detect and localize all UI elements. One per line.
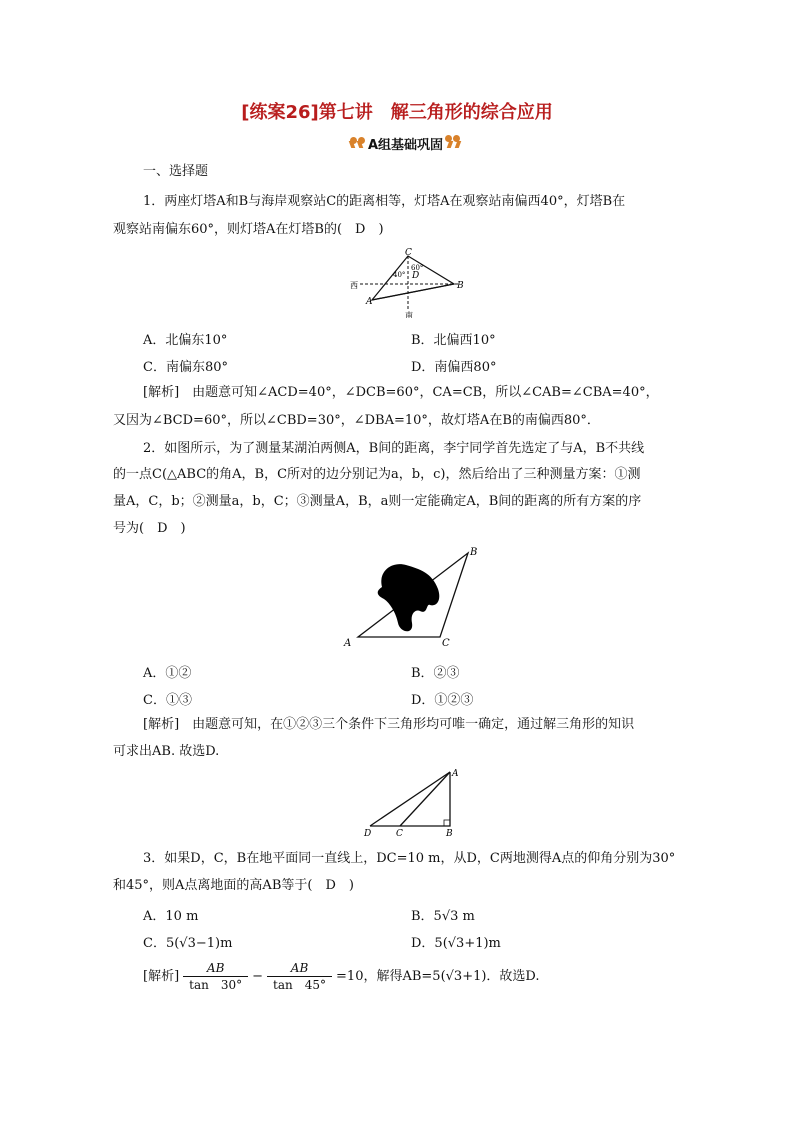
- q1-fig-label-c: C: [405, 248, 412, 258]
- q2-solution-line2: 可求出AB. 故选D.: [113, 744, 220, 759]
- q2-option-d: D．①②③: [411, 693, 474, 708]
- q3-option-d: D．5(√3+1)m: [411, 936, 501, 951]
- q2-option-a: A．①②: [143, 666, 192, 681]
- left-quote-icon: [350, 135, 366, 151]
- q1-line1: 1．两座灯塔A和B与海岸观察站C的距离相等，灯塔A在观察站南偏西40°，灯塔B在: [143, 194, 626, 209]
- q1-option-c: C．南偏东80°: [143, 360, 228, 375]
- q2-line1: 2．如图所示，为了测量某湖泊两侧A，B间的距离，李宁同学首先选定了与A，B不共线: [143, 441, 645, 456]
- q3-line1: 3．如果D，C，B在地平面同一直线上，DC=10 m，从D，C两地测得A点的仰角分别为30°: [143, 851, 676, 866]
- q3-fig-label-c: C: [396, 829, 403, 839]
- q2-figure: [340, 543, 490, 651]
- q1-fig-label-d: D: [412, 271, 420, 281]
- q1-fig-label-a: A: [366, 297, 373, 307]
- q2-fig-label-c: C: [442, 638, 450, 649]
- q1-option-b: B．北偏西10°: [411, 333, 496, 348]
- q1-fig-angle-40: 40°: [393, 271, 406, 279]
- section-heading: 一、选择题: [143, 164, 209, 179]
- q3-fig-label-a: A: [452, 769, 459, 779]
- q3-frac1-denominator: tan 30°: [189, 978, 243, 992]
- q1-fig-label-b: B: [457, 281, 464, 291]
- q3-fraction-2: [267, 960, 332, 993]
- q3-frac1-numerator: AB: [183, 960, 248, 977]
- q1-option-a: A．北偏东10°: [143, 333, 228, 348]
- q1-figure: [350, 246, 470, 318]
- q3-solution-suffix: =10，解得AB=5(√3+1)．故选D.: [336, 968, 540, 984]
- q2-line4: 号为( D ): [113, 521, 186, 536]
- q1-line2: 观察站南偏东60°，则灯塔A在灯塔B的( D ): [113, 222, 384, 237]
- q3-fraction-1: [183, 960, 248, 993]
- q2-solution-line1: [解析] 由题意可知，在①②③三个条件下三角形均可唯一确定，通过解三角形的知识: [143, 717, 635, 732]
- q1-solution-line2: 又因为∠BCD=60°，所以∠CBD=30°，∠DBA=10°，故灯塔A在B的南偏西80°．: [113, 413, 600, 428]
- lake-shape: [378, 564, 440, 631]
- q3-option-a: A．10 m: [143, 909, 199, 924]
- q1-fig-label-west: 西: [350, 281, 358, 290]
- q1-fig-label-south: 南: [405, 311, 413, 318]
- q3-minus: −: [252, 968, 264, 984]
- q2-fig-label-a: A: [344, 638, 352, 649]
- q3-solution-prefix: [解析]: [143, 968, 180, 984]
- group-label: [350, 132, 461, 154]
- q3-solution: [143, 960, 540, 993]
- q3-option-b: B．5√3 m: [411, 909, 475, 924]
- q3-line2: 和45°，则A点离地面的高AB等于( D ): [113, 878, 354, 893]
- q2-line3: 量A，C，b；②测量a，b，C；③测量A，B，a则一定能确定A，B间的距离的所有方案的序: [113, 494, 642, 509]
- q3-frac2-denominator: tan 45°: [273, 978, 327, 992]
- q2-option-c: C．①③: [143, 693, 192, 708]
- group-text: A组基础巩固: [368, 137, 444, 153]
- q1-option-d: D．南偏西80°: [411, 360, 497, 375]
- page-title: [练案26]第七讲 解三角形的综合应用: [241, 102, 553, 123]
- q3-fig-label-d: D: [364, 829, 372, 839]
- q2-option-b: B．②③: [411, 666, 460, 681]
- q1-solution-line1: [解析] 由题意可知∠ACD=40°，∠DCB=60°，CA=CB，所以∠CAB=∠CBA=40°，: [143, 385, 659, 400]
- q2-line2: 的一点C(△ABC的角A，B，C所对的边分别记为a，b，c)，然后给出了三种测量方案：①测: [113, 467, 641, 482]
- q2-fig-label-b: B: [470, 547, 478, 558]
- q3-option-c: C．5(√3−1)m: [143, 936, 233, 951]
- q1-fig-angle-60: 60°: [411, 264, 424, 272]
- q3-figure: [358, 766, 468, 840]
- q3-frac2-numerator: AB: [267, 960, 332, 977]
- right-quote-icon: [445, 135, 461, 151]
- q3-fig-label-b: B: [446, 829, 453, 839]
